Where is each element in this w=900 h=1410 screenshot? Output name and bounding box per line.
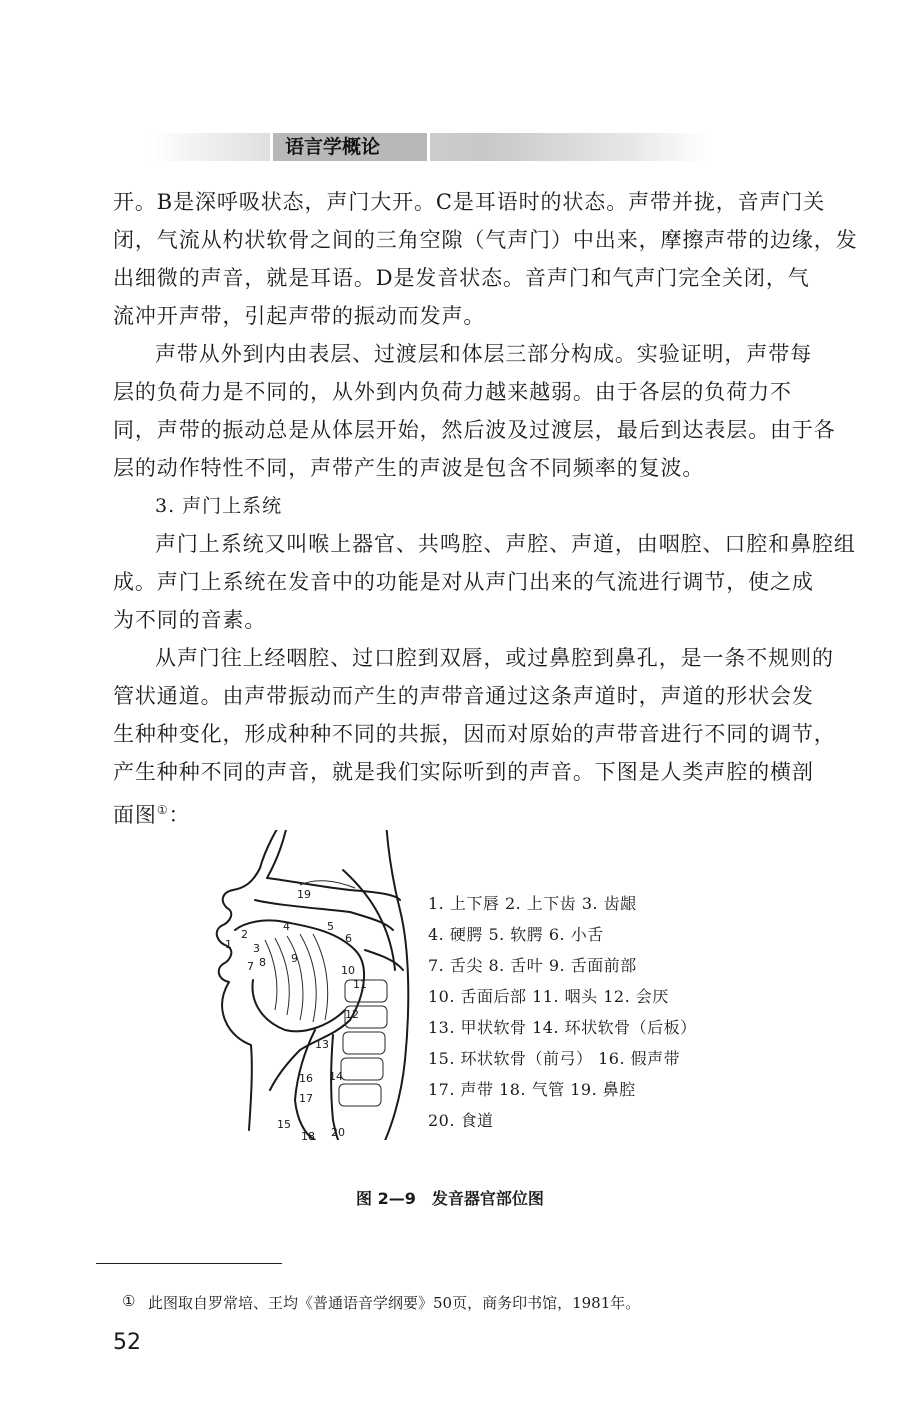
diagram-label: 2 (241, 928, 248, 941)
text-line: 开。B是深呼吸状态，声门大开。C是耳语时的状态。声带并拢，音声门关 (113, 190, 826, 214)
legend-line: 4. 硬腭 5. 软腭 6. 小舌 (428, 925, 604, 944)
text-line: 产生种种不同的声音，就是我们实际听到的声音。下图是人类声腔的横剖 (113, 760, 814, 784)
legend-line: 15. 环状软骨（前弓） 16. 假声带 (428, 1049, 681, 1068)
diagram-label: 15 (277, 1118, 291, 1131)
diagram-label: 1 (225, 938, 232, 951)
diagram-label: 18 (301, 1130, 315, 1140)
legend-line: 17. 声带 18. 气管 19. 鼻腔 (428, 1080, 636, 1099)
legend-line: 1. 上下唇 2. 上下齿 3. 齿龈 (428, 894, 637, 913)
diagram-label: 19 (297, 888, 311, 901)
diagram-label: 7 (247, 960, 254, 973)
legend-line: 20. 食道 (428, 1111, 494, 1130)
text-line: 层的动作特性不同，声带产生的声波是包含不同频率的复波。 (113, 456, 705, 480)
text-fragment: 面图 (113, 803, 157, 827)
diagram-label: 11 (353, 978, 367, 991)
figure-number: 图 2—9 (356, 1189, 416, 1208)
text-line: 成。声门上系统在发音中的功能是对从声门出来的气流进行调节，使之成 (113, 570, 814, 594)
legend-line: 7. 舌尖 8. 舌叶 9. 舌面前部 (428, 956, 637, 975)
header-band (150, 133, 710, 161)
text-line: 闭，气流从杓状软骨之间的三角空隙（气声门）中出来，摩擦声带的边缘，发 (113, 228, 858, 252)
footnote (122, 1292, 641, 1313)
footnote-rule (96, 1263, 282, 1264)
diagram-label: 4 (283, 920, 290, 933)
text-line: 出细微的声音，就是耳语。D是发音状态。音声门和气声门完全关闭，气 (113, 266, 810, 290)
diagram-label: 20 (331, 1126, 345, 1139)
section-heading: 3. 声门上系统 (155, 495, 283, 517)
colon: ： (168, 803, 191, 827)
text-line: 声带从外到内由表层、过渡层和体层三部分构成。实验证明，声带每 (155, 342, 812, 366)
diagram-label: 13 (315, 1038, 329, 1051)
diagram-label: 5 (327, 920, 334, 933)
legend-line: 10. 舌面后部 11. 咽头 12. 会厌 (428, 987, 669, 1006)
diagram-label: 12 (345, 1008, 359, 1021)
diagram-label: 8 (259, 956, 266, 969)
legend-line: 13. 甲状软骨 14. 环状软骨（后板） (428, 1018, 697, 1037)
running-head-title: 语言学概论 (270, 133, 430, 161)
text-line: 同，声带的振动总是从体层开始，然后波及过渡层，最后到达表层。由于各 (113, 418, 836, 442)
text-line: 管状通道。由声带振动而产生的声带音通过这条声道时，声道的形状会发 (113, 684, 814, 708)
vocal-organs-diagram (205, 830, 420, 1140)
text-line: 为不同的音素。 (113, 608, 267, 632)
footnote-reference: ① (156, 803, 169, 817)
diagram-label: 3 (253, 942, 260, 955)
text-line: 声门上系统又叫喉上器官、共鸣腔、声腔、声道，由咽腔、口腔和鼻腔组 (155, 532, 856, 556)
diagram-label: 10 (341, 964, 355, 977)
text-line: 层的负荷力是不同的，从外到内负荷力越来越弱。由于各层的负荷力不 (113, 380, 792, 404)
diagram-label: 14 (329, 1070, 343, 1083)
text-line: 流冲开声带，引起声带的振动而发声。 (113, 304, 486, 328)
diagram-label: 6 (345, 932, 352, 945)
footnote-mark: ① (122, 1292, 136, 1310)
figure-caption (356, 1186, 544, 1209)
footnote-text: 此图取自罗常培、王均《普通语音学纲要》50页，商务印书馆，1981年。 (148, 1294, 641, 1312)
text-line-last (113, 795, 190, 830)
page-number: 52 (113, 1330, 141, 1355)
diagram-label: 9 (291, 952, 298, 965)
diagram-label: 17 (299, 1092, 313, 1105)
figure-title: 发音器官部位图 (431, 1189, 544, 1208)
text-line: 生种种变化，形成种种不同的共振，因而对原始的声带音进行不同的调节， (113, 722, 836, 746)
text-line: 从声门往上经咽腔、过口腔到双唇，或过鼻腔到鼻孔，是一条不规则的 (155, 646, 834, 670)
diagram-label: 16 (299, 1072, 313, 1085)
